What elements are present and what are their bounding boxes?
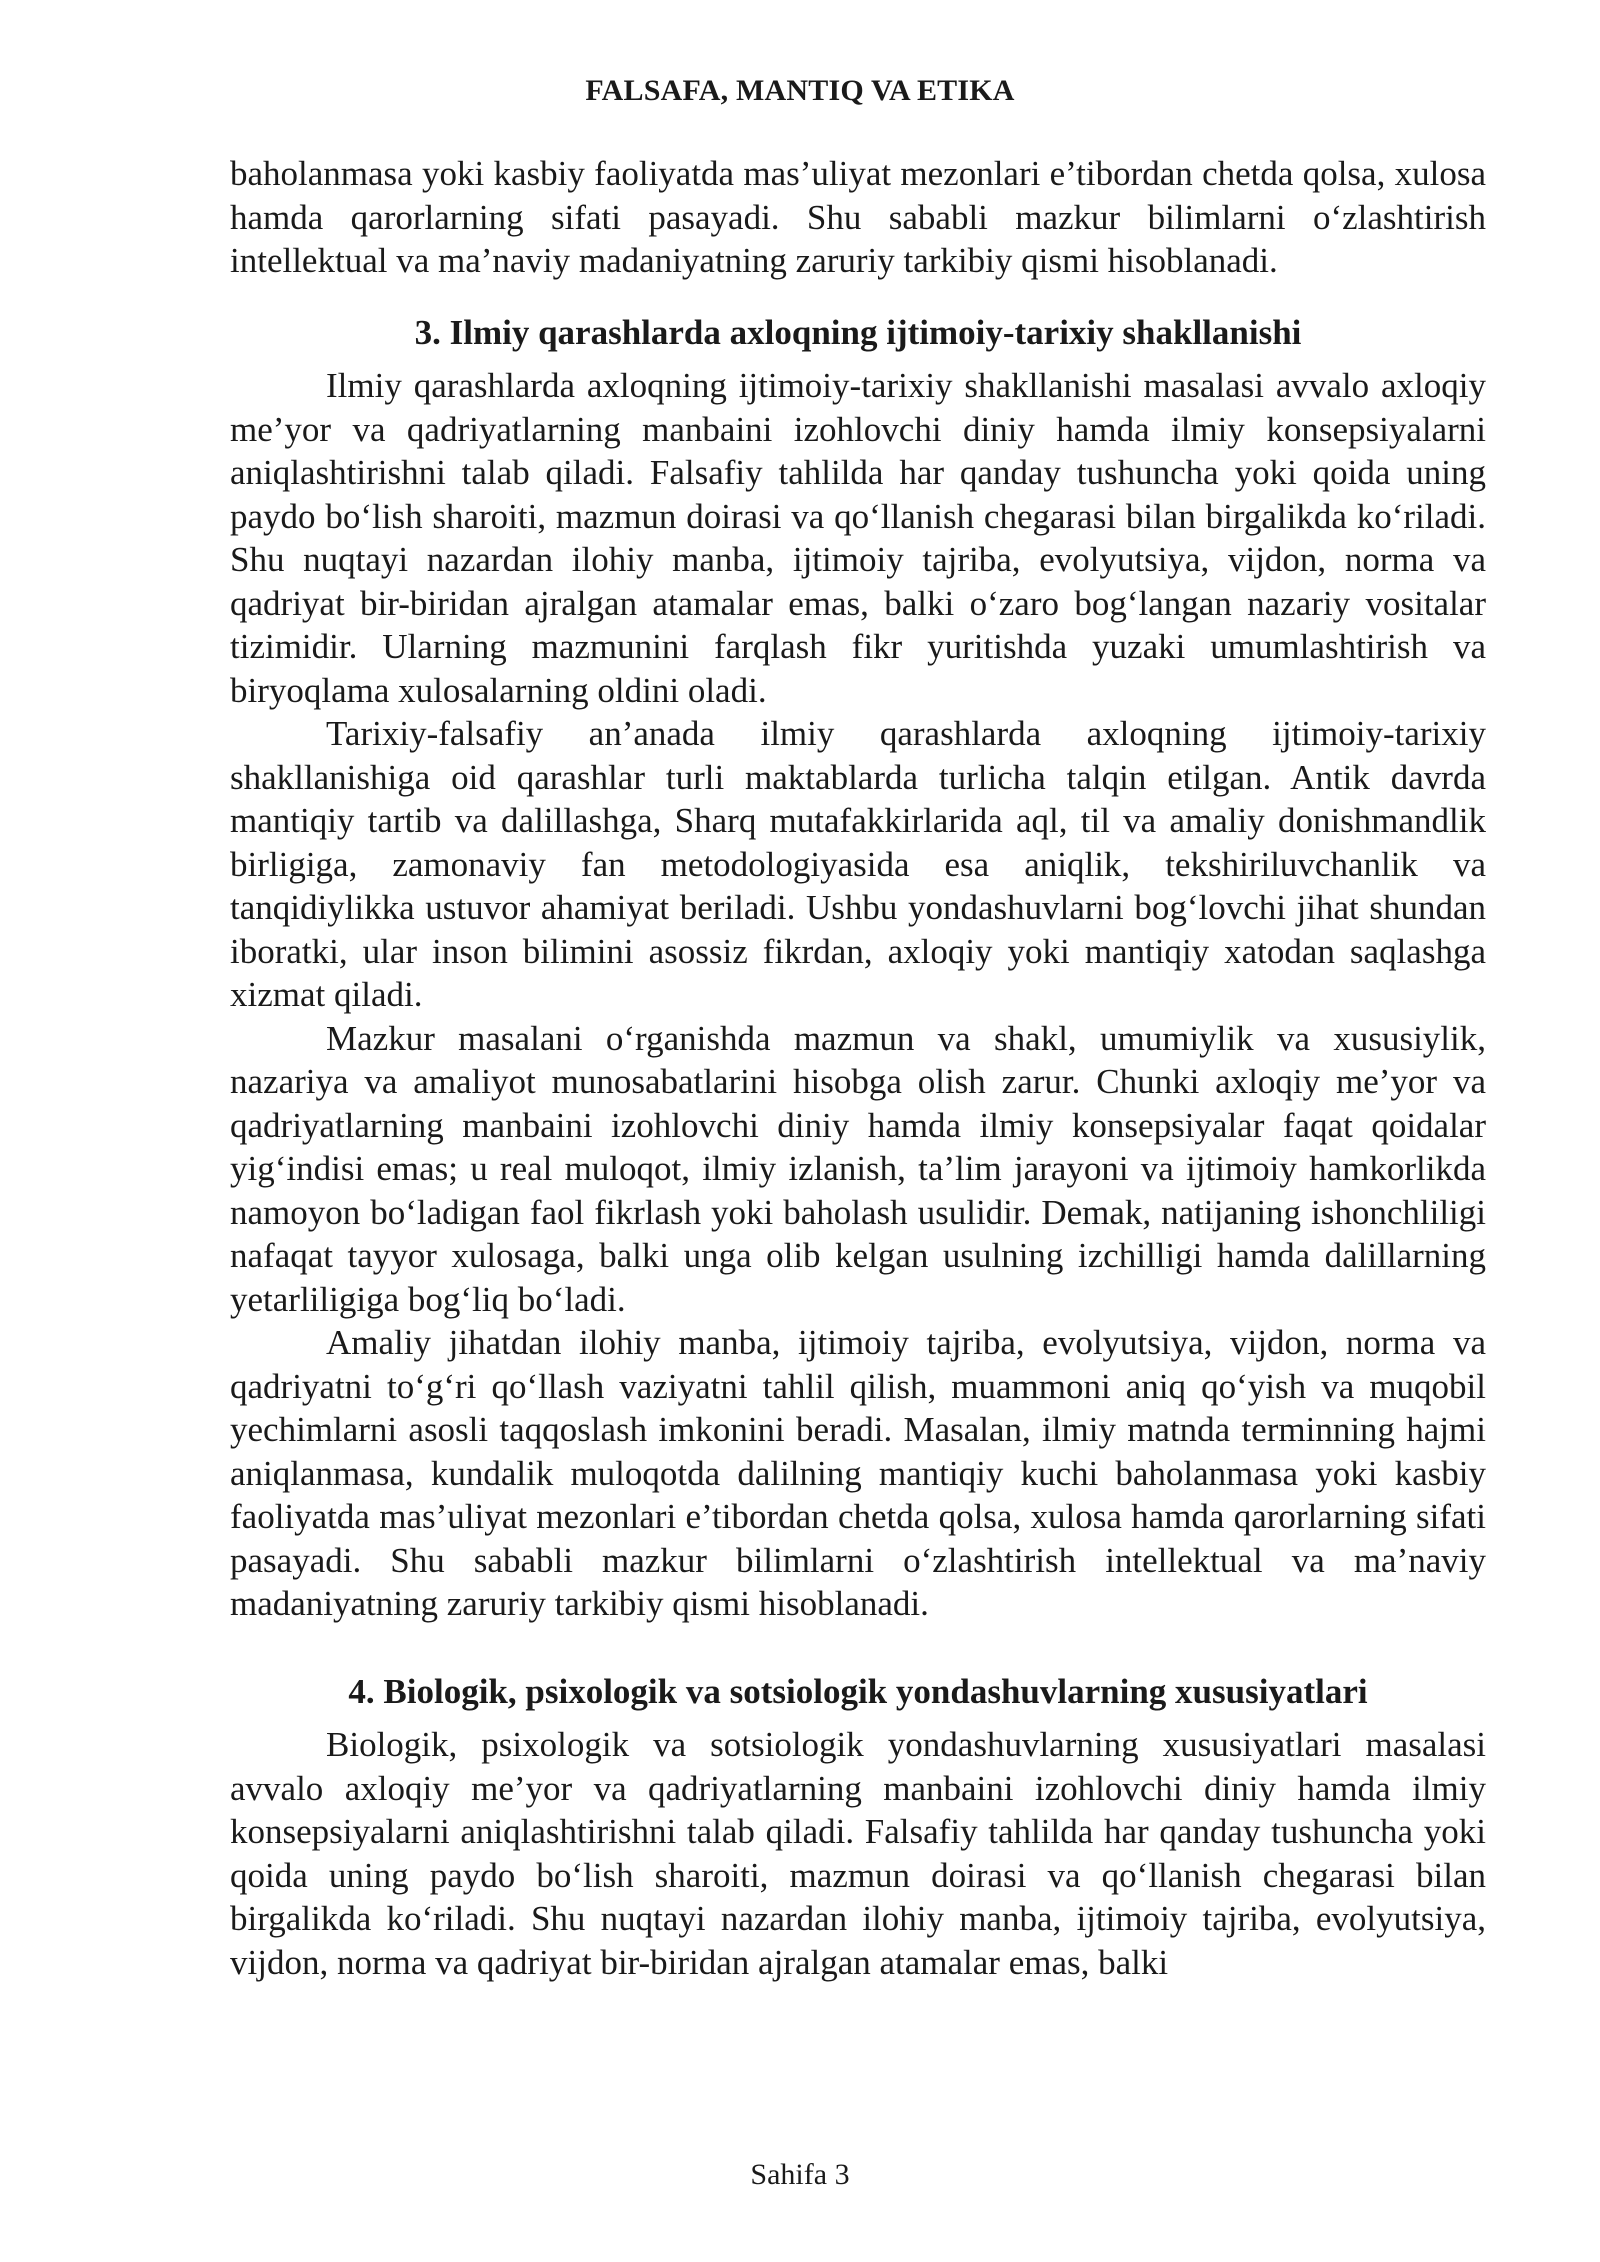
carryover-paragraph: baholanmasa yoki kasbiy faoliyatda mas’uliyat mezonlari e’tibordan chetda qolsa, xulosa hamda qarorlarning sifati pasayadi. Shu sababli mazkur bilimlarni o‘zlashtirish intellektual va ma’naviy madaniyatning zaruriy tarkibiy qismi hisoblanadi. [230, 154, 1486, 280]
page-body [230, 152, 1486, 1984]
section-3-heading: 3. Ilmiy qarashlarda axloqning ijtimoiy-tarixiy shakllanishi [414, 312, 1302, 352]
section-3-paragraph-4: Amaliy jihatdan ilohiy manba, ijtimoiy tajriba, evolyutsiya, vijdon, norma va qadriyatni to‘g‘ri qo‘llash vaziyatni tahlil qilish, muammoni aniq qo‘yish va muqobil yechimlarni asosli taqqoslash imkonini beradi. Masalan, ilmiy matnda terminning hajmi aniqlanmasa, kundalik muloqotda dalilning mantiqiy kuchi baholanmasa yoki kasbiy faoliyatda mas’uliyat mezonlari e’tibordan chetda qolsa, xulosa hamda qarorlarning sifati pasayadi. Shu sababli mazkur bilimlarni o‘zlashtirish intellektual va ma’naviy madaniyatning zaruriy tarkibiy qismi hisoblanadi. [230, 1323, 1486, 1623]
section-3-paragraph-3: Mazkur masalani o‘rganishda mazmun va shakl, umumiylik va xususiylik, nazariya va amaliyot munosabatlarini hisobga olish zarur. Chunki axloqiy me’yor va qadriyatlarning manbaini izohlovchi diniy hamda ilmiy konsepsiyalar faqat qoidalar yig‘indisi emas; u real muloqot, ilmiy izlanish, ta’lim jarayoni va ijtimoiy hamkorlikda namoyon bo‘ladigan faol fikrlash yoki baholash usulidir. Demak, natijaning ishonchliligi nafaqat tayyor xulosaga, balki unga olib kelgan usulning izchilligi hamda dalillarning yetarliligiga bog‘liq bo‘ladi. [230, 1018, 1486, 1319]
section-3-paragraph-1: Ilmiy qarashlarda axloqning ijtimoiy-tarixiy shakllanishi masalasi avvalo axloqiy me’yor va qadriyatlarning manbaini izohlovchi diniy hamda ilmiy konsepsiyalarni aniqlashtirishni talab qiladi. Falsafiy tahlilda har qanday tushuncha yoki qoida uning paydo bo‘lish sharoiti, mazmun doirasi va qo‘llanish chegarasi bilan birgalikda ko‘riladi. Shu nuqtayi nazardan ilohiy manba, ijtimoiy tajriba, evolyutsiya, vijdon, norma va qadriyat bir-biridan ajralgan atamalar emas, balki o‘zaro bog‘langan nazariy vositalar tizimidir. Ularning mazmunini farqlash fikr yuritishda yuzaki umumlashtirish va biryoqlama xulosalarning oldini oladi. [230, 366, 1486, 710]
running-header: FALSAFA, MANTIQ VA ETIKA [585, 74, 1015, 107]
section-4-paragraph-1: Biologik, psixologik va sotsiologik yondashuvlarning xususiyatlari masalasi avvalo axloqiy me’yor va qadriyatlarning manbaini izohlovchi diniy hamda ilmiy konsepsiyalarni aniqlashtirishni talab qiladi. Falsafiy tahlilda har qanday tushuncha yoki qoida uning paydo bo‘lish sharoiti, mazmun doirasi va qo‘llanish chegarasi bilan birgalikda ko‘riladi. Shu nuqtayi nazardan ilohiy manba, ijtimoiy tajriba, evolyutsiya, vijdon, norma va qadriyat bir-biridan ajralgan atamalar emas, balki [230, 1725, 1486, 1982]
section-4-heading: 4. Biologik, psixologik va sotsiologik yondashuvlarning xususiyatlari [348, 1671, 1368, 1711]
section-3-paragraph-2: Tarixiy-falsafiy an’anada ilmiy qarashlarda axloqning ijtimoiy-tarixiy shakllanishiga oid qarashlar turli maktablarda turlicha talqin etilgan. Antik davrda mantiqiy tartib va dalillashga, Sharq mutafakkirlarida aql, til va amaliy donishmandlik birligiga, zamonaviy fan metodologiyasida esa aniqlik, tekshiriluvchanlik va tanqidiylikka ustuvor ahamiyat beriladi. Ushbu yondashuvlarni bog‘lovchi jihat shundan iboratki, ular inson bilimini asossiz fikrdan, axloqiy yoki mantiqiy xatodan saqlashga xizmat qiladi. [230, 714, 1486, 1014]
page-number: Sahifa 3 [750, 2158, 850, 2191]
